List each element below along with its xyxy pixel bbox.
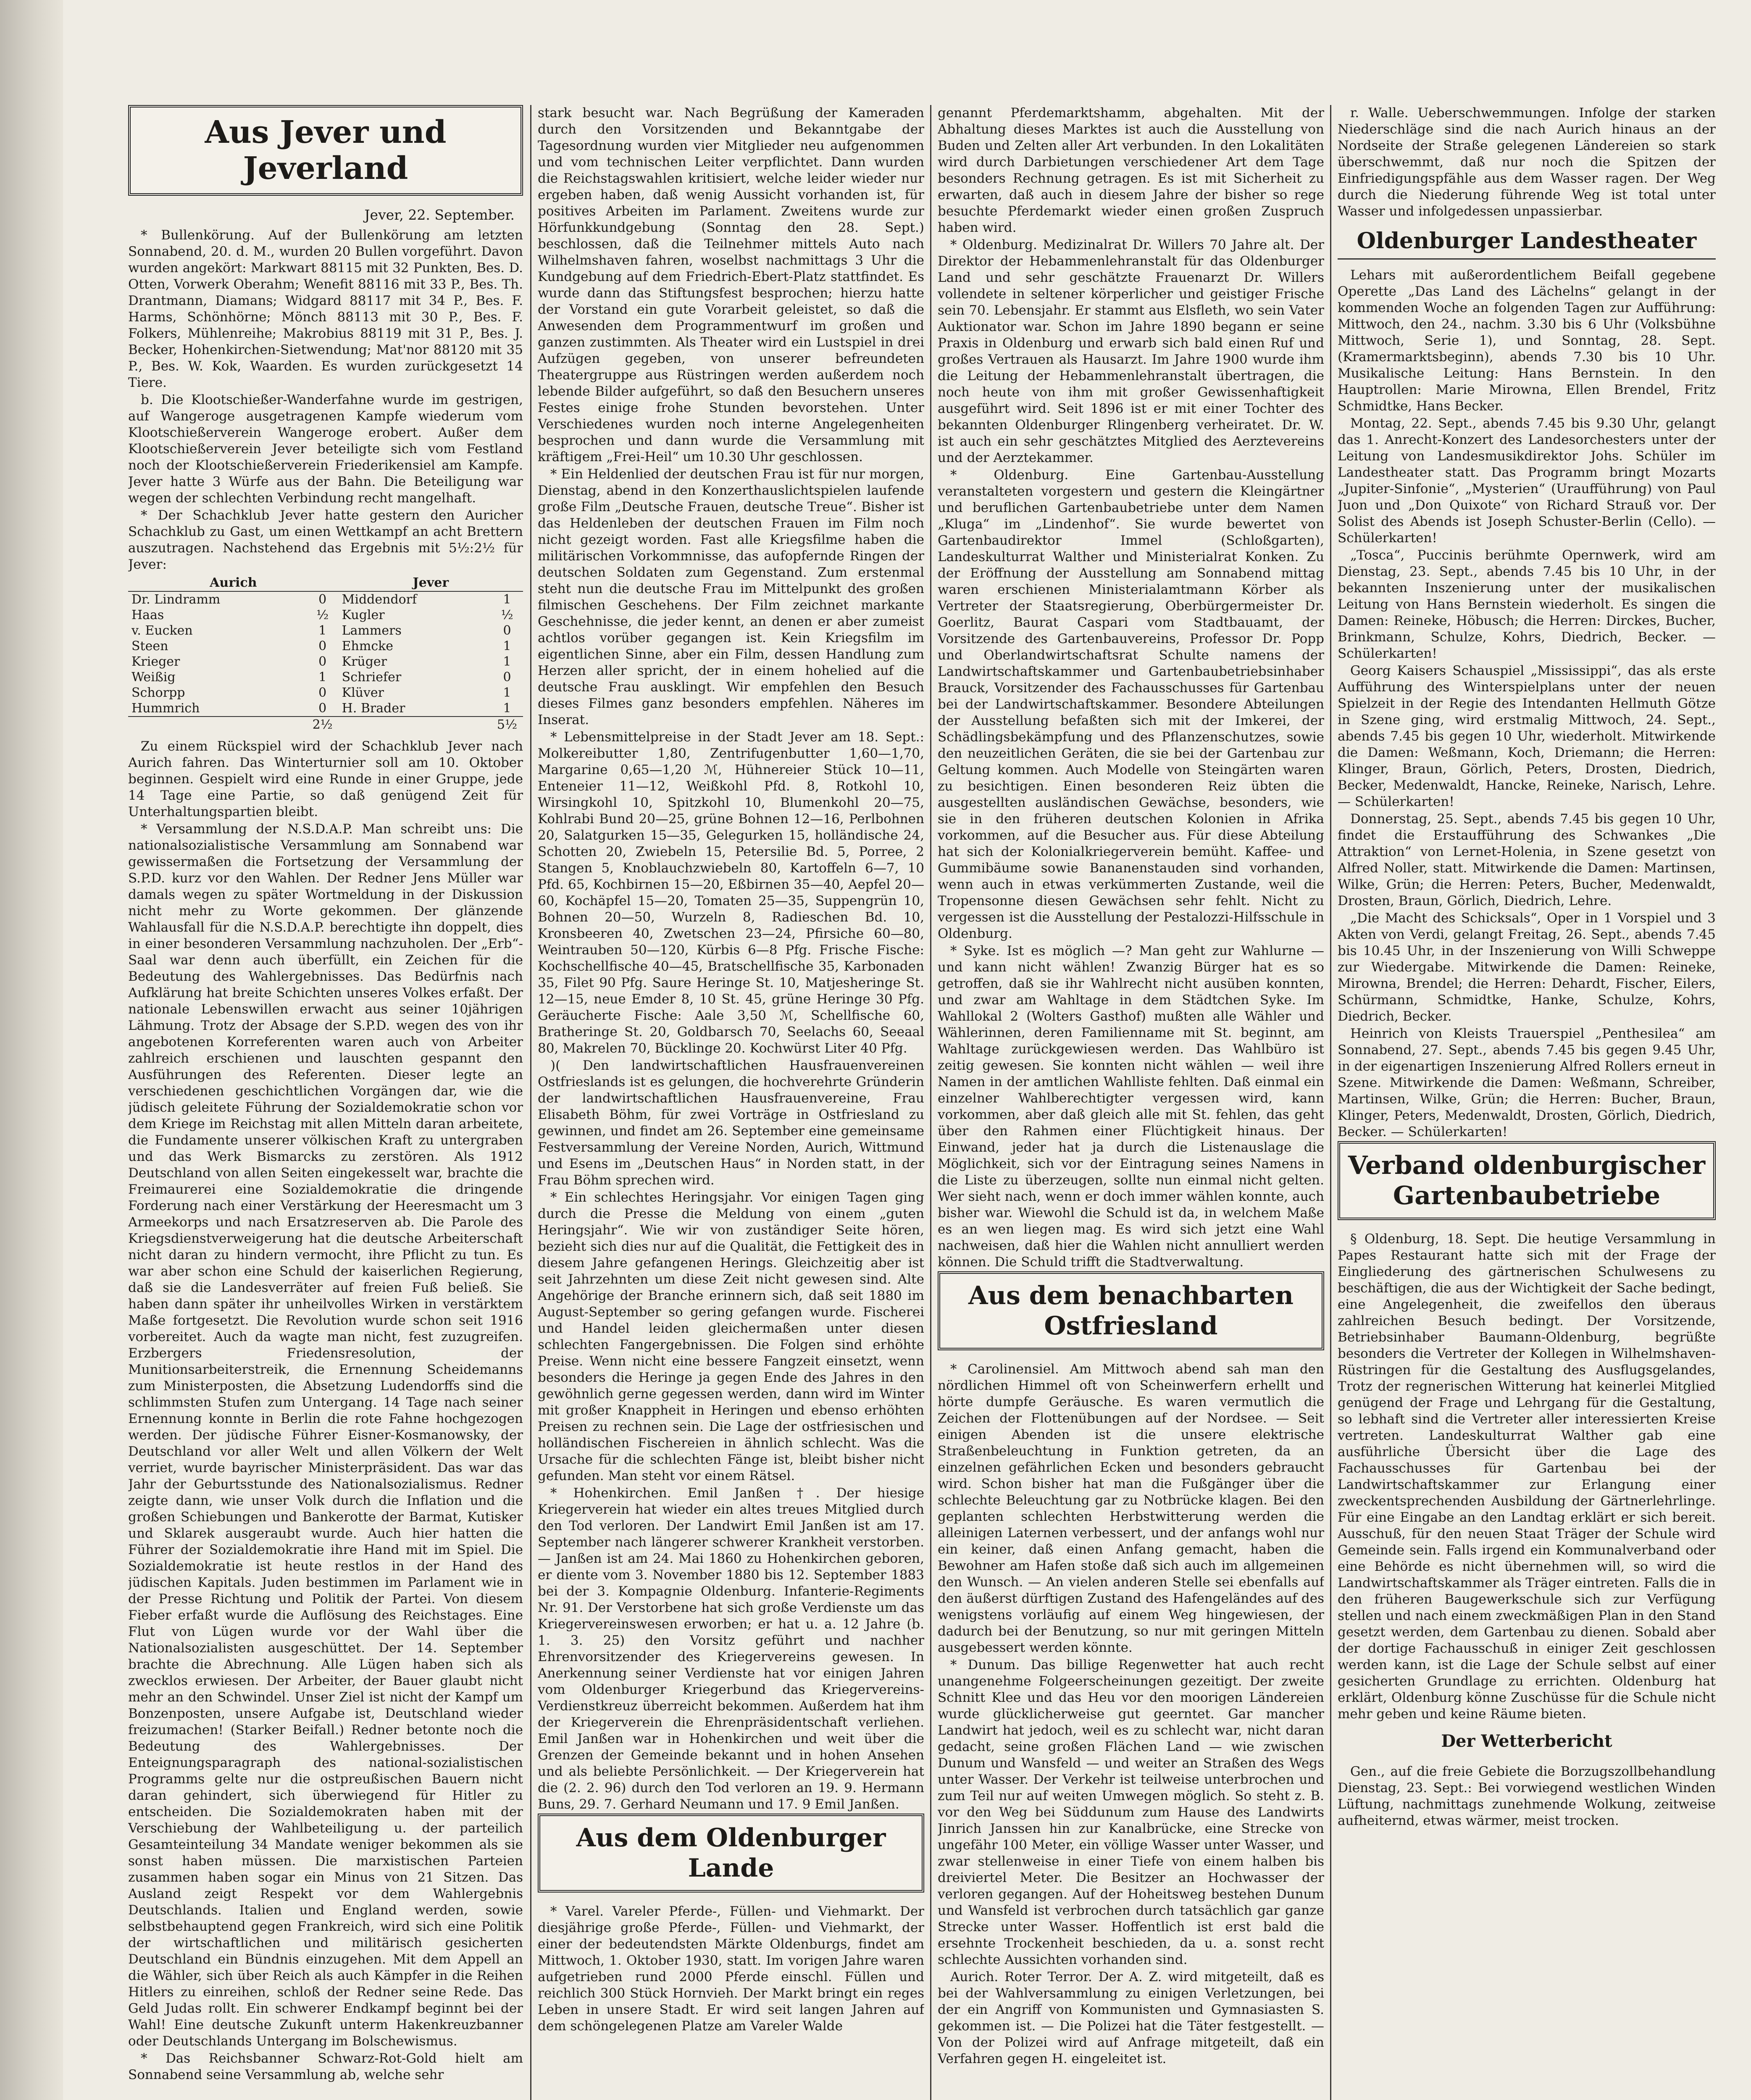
- article-tosca: „Tosca“, Puccinis berühmte Opernwerk, wird am Dienstag, 23. Sept., abends 7.45 bis 10 Uhr, in der bekannten Inszenierung unter der musikalischen Leitung von Hans Bernstein wiederholt. Es singen die Damen: Reineke, Höbusch; die Herren: Dirckes, Bucher, Brinkmann, Schulze, Kohrs, Diedrich, Becker. — Schülerkarten!: [1338, 548, 1716, 661]
- table-row: Steen 0 Ehmcke 1: [131, 639, 511, 654]
- section-title-oldenburger-lande: Aus dem Oldenburger Lande: [538, 1814, 924, 1893]
- table-row: Schorpp 0 Klüver 1: [131, 685, 511, 700]
- article-reichsbanner: * Das Reichsbanner Schwarz-Rot-Gold hielt am Sonnabend seine Versammlung ab, welche sehr: [128, 2051, 523, 2082]
- section-title-wetterbericht: Der Wetterbericht: [1441, 1731, 1612, 1751]
- article-nsdap-versammlung: * Versammlung der N.S.D.A.P. Man schreibt uns: Die nationalsozialistische Versammlung am Sonnabend war gewissermaßen die Fortsetzung der Versammlung der S.P.D. kurz vor den Wahlen. Der Redner Jens Müller war damals wegen zu später Wortmeldung in der Diskussion nicht mehr zu Worte gekommen. Der glänzende Wahlausfall für die N.S.D.A.P. berechtigte ihn doppelt, dies in einer besonderen Versammlung nachzuholen. Der „Erb“-Saal war denn auch überfüllt, ein Zeichen für die Bedeutung des Wahlergebnisses. Das Bedürfnis nach Aufklärung hat breite Schichten unseres Volkes erfaßt. Der nationale Lebenswillen erwacht aus seiner 10jährigen Lähmung. Trotz der Absage der S.P.D. wegen des von ihr angebotenen Korreferenten waren auch von Arbeiter zahlreich erschienen und lauschten gespannt den Ausführungen des Referenten. Dieser legte an verschiedenen geschichtlichen Vorgängen dar, wie die jüdisch geleitete Führung der Sozialdemokratie schon vor dem Kriege im Reichstag mit allen Mitteln daran arbeitete, die Fundamente unserer völkischen Kraft zu untergraben und das Werk Bismarcks zu zerstören. Als 1912 Deutschland von allen Seiten eingekesselt war, brachte die Freimaurerei eine Sozialdemokratie die dringende Forderung nach einer Verstärkung der Heeresmacht um 3 Armeekorps und nach Ersatzreserven ab. Die Parole des Kriegsdienstverweigerung hat die deutsche Arbeiterschaft nicht daran zu hindern vermocht, ihre Pflicht zu tun. Es war aber schon eine Schuld der kaiserlichen Regierung, daß sie die Landesverräter auf freien Fuß beließ. Sie haben dann später ihr unheilvolles Wirken in verstärktem Maße fortgesetzt. Die Revolution wurde schon seit 1916 vorbereitet. Auch da wagte man nicht, fest zuzugreifen. Erzbergers Friedensresolution, der Munitionsarbeiterstreik, die Ernennung Scheidemanns zum Ministerposten, die Absetzung Ludendorffs sind die schlimmsten Stufen zum Untergang. 14 Tage nach seiner Ernennung konnte in Berlin die rote Fahne hochgezogen werden. Der jüdische Führer Eisner-Kosmanowsky, der Deutschland vor aller Welt und allen Völkern der Welt verriet, wurde bayrischer Ministerpräsident. Das war das Jahr der Geburtsstunde des Nationalsozialismus. Redner zeigte dann, wie unser Volk durch die Inflation und die großen Schiebungen und Bankerotte der Barmat, Kutisker und Sklarek ausgeraubt wurde. Auch hier hatten die Führer der Sozialdemokratie ihre Hand mit im Spiel. Die Sozialdemokratie ist heute restlos in der Hand des jüdischen Kapitals. Juden bestimmen im Parlament wie in der Presse Richtung und Politik der Partei. Von diesem Fieber erfaßt wurde die Auflösung des Reichstages. Eine Flut von Lügen wurde vor der Wahl über die Nationalsozialisten ausgeschüttet. Der 14. September brachte die Abrechnung. Alle Lügen haben sich als zwecklos erwiesen. Der Arbeiter, der Bauer glaubt nicht mehr an den Schwindel. Unser Ziel ist nicht der Kampf um Bonzenposten, unsere Aufgabe ist, Deutschland wieder freizumachen! (Starker Beifall.) Redner betonte noch die Bedeutung des Wahlergebnisses. Der Enteignungsparagraph des national-sozialistischen Programms gelte nur die ostpreußischen Bauern nicht daran gehindert, sich überwiegend für Hitler zu entscheiden. Die Sozialdemokraten haben mit der Verschiebung der Wahlbeteiligung u. der parteilich Gesamteinteilung 34 Mandate weniger bekommen als sie sonst haben müssen. Die marxistischen Parteien zusammen haben sogar ein Minus von 21 Sitzen. Das Ausland zeigt Respekt vor dem Wahlergebnis Deutschlands. Italien und England werden, sowie selbstbehauptend gegen Frankreich, wird sich eine Politik der wirtschaftlichen und militärisch gesicherten Deutschland ein Bündnis einzugehen. Mit dem Appell an die Wähler, sich über Reich als auch Kämpfer in die Reihen Hitlers zu einreihen, schloß der Redner seine Rede. Das Geld Judas rollt. Ein schwerer Endkampf beginnt bei der Wahl! Eine deutsche Zukunft unterm Hakenkreuzbanner oder Deutschlands Untergang im Bolschewismus.: [128, 822, 523, 2049]
- article-bullenkoerung: * Bullenkörung. Auf der Bullenkörung am letzten Sonnabend, 20. d. M., wurden 20 Bullen vorgeführt. Davon wurden angekört: Markwart 88115 mit 32 Punkten, Bes. D. Otten, Vorwerk Oberahm; Wenefit 88116 mit 33 P., Bes. Th. Drantmann, Diamans; Widgard 88117 mit 34 P., Bes. F. Harms, Schönhörne; Mönch 88113 mit 30 P., Bes. F. Folkers, Mühlenreihe; Makrobius 88119 mit 31 P., Bes. J. Becker, Hohenkirchen-Sietwendung; Mat'nor 88120 mit 35 P., Bes. W. Kok, Waarden. Es wurden zurückgesetzt 14 Tiere.: [128, 228, 523, 390]
- column-divider: [530, 105, 531, 2100]
- article-macht-des-schicksals: „Die Macht des Schicksals“, Oper in 1 Vorspiel und 3 Akten von Verdi, gelangt Freitag, 26. Sept., abends 7.45 bis 10.45 Uhr, in der Inszenierung von Willi Schweppe zur Wiedergabe. Mitwirkende die Damen: Reineke, Mirowna, Brendel; die Herren: Dehardt, Fischer, Eilers, Schürmann, Schmidtke, Hanke, Schulze, Kohrs, Diedrich, Becker.: [1338, 911, 1716, 1024]
- table-row: Hummrich 0 H. Brader 1: [131, 701, 511, 716]
- article-hohenkirchen: * Hohenkirchen. Emil Janßen †. Der hiesige Kriegerverein hat wieder ein altes treues Mitglied durch den Tod verloren. Der Landwirt Emil Janßen ist am 17. September nach längerer schwerer Krankheit verstorben. — Janßen ist am 24. Mai 1860 zu Hohenkirchen geboren, er diente vom 3. November 1880 bis 12. September 1883 bei der 3. Kompagnie Oldenburg. Infanterie-Regiments Nr. 91. Der Verstorbene hat sich große Verdienste um das Kriegervereinswesen erworben; er hat u. a. 12 Jahre (b. 1. 3. 25) den Vorsitz geführt und nachher Ehrenvorsitzender des Kriegervereins gewesen. In Anerkennung seiner Verdienste hat vor einigen Jahren vom Oldenburger Kriegerbund das Kriegervereins-Verdienstkreuz überreicht bekommen. Außerdem hat ihm der Kriegerverein die Ehrenpräsidentschaft verliehen. Emil Janßen war in Hohenkirchen und weit über die Grenzen der Gemeinde bekannt und in hohen Ansehen und als beliebte Persönlichkeit. — Der Kriegerverein hat die (2. 2. 96) durch den Tod verloren an 19. 9. Hermann Buns, 29. 7. Gerhard Neumann und 17. 9 Emil Janßen.: [538, 1486, 924, 1812]
- article-varel-markt: * Varel. Vareler Pferde-, Füllen- und Viehmarkt. Der diesjährige große Pferde-, Füllen- und Viehmarkt, der einer der bedeutendsten Märkte Oldenburgs, findet am Mittwoch, 1. Oktober 1930, statt. Im vorigen Jahre waren aufgetrieben rund 2000 Pferde einschl. Füllen und reichlich 300 Stück Hornvieh. Der Markt bringt ein reges Leben in unsere Stadt. Er wird seit langen Jahren auf dem schöngelegenen Platze am Vareler Walde: [538, 1904, 924, 2034]
- column-2: [538, 105, 924, 2100]
- section-title-ostfriesland: Aus dem benachbarten Ostfriesland: [938, 1271, 1324, 1350]
- article-klootschiesser: b. Die Klootschießer-Wanderfahne wurde im gestrigen, auf Wangeroge ausgetragenen Kampfe wiederum vom Klootschießerverein Wangeroge erobert. Außer dem Klootschießerverein Jever beteiligte sich vom Festland noch der Klootschießerverein Friederikensiel am Kampfe. Jever hatte 3 Würfe aus der Bahn. Die Beteiligung war wegen der schlechten Verbindung recht mangelhaft.: [128, 392, 523, 506]
- table-row: Dr. Lindramm 0 Middendorf 1: [131, 592, 511, 607]
- article-land-des-laechelns: Lehars mit außerordentlichem Beifall gegebene Operette „Das Land des Lächelns“ gelangt in der kommenden Woche an folgenden Tagen zur Aufführung: Mittwoch, den 24., nachm. 3.30 bis 6 Uhr (Volksbühne Mittwoch, Serie 1), und Sonntag, 28. Sept. (Kramermarktsbeginn), abends 7.30 bis 10 Uhr. Musikalische Leitung: Hans Bernstein. In den Hauptrollen: Marie Mirowna, Ellen Brendel, Fritz Schmidtke, Hans Becker.: [1338, 268, 1716, 414]
- column-1: [128, 105, 523, 2100]
- article-penthesilea: Heinrich von Kleists Trauerspiel „Penthesilea“ am Sonnabend, 27. Sept., abends 7.45 bis gegen 9.45 Uhr, in der eigenartigen Inszenierung Alfred Rollers erneut in Szene. Mitwirkende die Damen: Weßmann, Schreiber, Martinsen, Wilke, Grün; die Herren: Bucher, Braun, Klinger, Peters, Medenwaldt, Drosten, Görlich, Diedrich, Becker. — Schülerkarten!: [1338, 1026, 1716, 1139]
- table-totals-row: 2½ 5½: [128, 717, 523, 732]
- section-title-landestheater: Oldenburger Landestheater: [1338, 228, 1716, 260]
- table-row: Krieger 0 Krüger 1: [131, 654, 511, 669]
- table-header-jever: Jever: [339, 575, 523, 591]
- article-varel-markt-cont: genannt Pferdemarktshamm, abgehalten. Mit der Abhaltung dieses Marktes ist auch die Ausstellung von Buden und Zelten aller Art verbunden. In den Lokalitäten wird durch Darbietungen verschiedener Art dem Tage besonders Rechnung getragen. Es ist mit Sicherheit zu erwarten, daß auch in diesem Jahre der bisher so rege besuchte Pferdemarkt wieder einen großen Zuspruch haben wird.: [938, 105, 1324, 235]
- chess-results-table: [128, 575, 523, 732]
- article-heldenlied-film: * Ein Heldenlied der deutschen Frau ist für nur morgen, Dienstag, abend in den Konzerthauslichtspielen laufende große Film „Deutsche Frauen, deutsche Treue“. Bisher ist das Heldenleben der deutschen Frauen im Film noch nicht gezeigt worden. Fast alle Kriegsfilme haben die militärischen Vorkommnisse, das aufopfernde Ringen der deutschen Soldaten zum Gegenstand. Zum erstenmal steht nun die deutsche Frau im Mittelpunkt des großen filmischen Geschehens. Der Film zeichnet markante Geschehnisse, die jeder kennt, an denen er aber zumeist achtlos vorüber gegangen ist. Kein Kriegsfilm im eigentlichen Sinne, aber ein Film, dessen Handlung zum Herzen aller spricht, der in einem hohelied auf die deutsche Frau ausklingt. Wir empfehlen den Besuch dieses Filmes ganz besonders empfehlen. Näheres im Inserat.: [538, 467, 924, 727]
- table-header-aurich: Aurich: [128, 575, 339, 591]
- page-binding-edge: [0, 0, 63, 2100]
- column-divider: [1330, 105, 1331, 2100]
- article-gartenbau-versammlung: § Oldenburg, 18. Sept. Die heutige Versammlung in Papes Restaurant hatte sich mit der Frage der Eingliederung des gärtnerischen Schulwesens zu beschäftigen, die aus der Wichtigkeit der Sache bedingt, eine Angelegenheit, die zweifellos den überaus zahlreichen Besuch bedingt. Der Vorsitzende, Betriebsinhaber Baumann-Oldenburg, begrüßte besonders die Vertreter der Kollegen in Wilhelmshaven-Rüstringen für die Gestaltung des Ausflugsgelandes, Trotz der regnerischen Witterung hat keinerlei Mitglied genügend der Frage und Lehrgang für die Gestaltung, so lebhaft sind die Vertreter aller interessierten Kreise vertreten. Landeskulturrat Walther gab eine ausführliche Übersicht über die Lage des Fachausschusses für Gartenbau bei der Landwirtschaftskammer zur Erlangung einer zweckentsprechenden Ausbildung der Gärtnerlehrlinge. Für eine Eingabe an den Landtag erklärt er sich bereit. Ausschuß, für den neuen Staat Träger der Schule wird Gemeinde sein. Falls irgend ein Kommunalverband oder eine Behörde es nicht übernehmen will, so wird die Landwirtschaftskammer als Träger eintreten. Falls die in den früheren Baugewerkschule sich zur Verfügung stellen und nach einem zweckmäßigen Plan in den Stand gesetzt werden, dem Gartenbau zu dienen. Sobald aber der dortige Fachausschuß in einiger Zeit geschlossen werden kann, ist die Lage der Schule selbst auf einer gesicherten Grundlage zu errichten. Oldenburg hat erklärt, Oldenburg könne Zuschüsse für die Schule nicht mehr geben und keine Räume bieten.: [1338, 1231, 1716, 1722]
- table-row: Weißig 1 Schriefer 0: [131, 670, 511, 685]
- article-reichsbanner-cont: stark besucht war. Nach Begrüßung der Kameraden durch den Vorsitzenden und Bekanntgabe der Tagesordnung wurden vier Mitglieder neu aufgenommen und vom technischen Leiter verpflichtet. Dann wurden die Reichstagswahlen kritisiert, welche leider wieder nur ergeben haben, daß wenig Aussicht vorhanden ist, für positives Arbeiten im Parlament. Zweitens wurde zur Hörfunkkundgebung (Sonntag den 28. Sept.) beschlossen, daß die Teilnehmer mittels Auto nach Wilhelmshaven fahren, woselbst nachmittags 3 Uhr die Kundgebung auf dem Friedrich-Ebert-Platz stattfindet. Es wurde dann das Stiftungsfest besprochen; hierzu hatte der Vorstand ein gute Vorarbeit geleistet, so daß die Anwesenden dem Programmentwurf im großen und ganzen zustimmten. Als Theater wird ein Lustspiel in drei Aufzügen gegeben, von unserer befreundeten Theatergruppe aus Rüstringen werden außerdem noch lebende Bilder aufgeführt, so daß den Besuchern unseres Festes einige frohe Stunden bevorstehen. Unter Verschiedenes wurden noch interne Angelegenheiten besprochen und dann wurde die Versammlung mit kräftigem „Frei-Heil“ um 10.30 Uhr geschlossen.: [538, 105, 924, 465]
- column-3: [938, 105, 1324, 2100]
- section-title-jever: Aus Jever und Jeverland: [128, 105, 523, 196]
- article-schachklub: * Der Schachklub Jever hatte gestern den Auricher Schachklub zu Gast, um einen Wettkampf an acht Brettern auszutragen. Nachstehend das Ergebnis mit 5½:2½ für Jever:: [128, 508, 523, 572]
- article-wetterbericht: Gen., auf die freie Gebiete die Borzugszollbehandlung Dienstag, 23. Sept.: Bei vorwiegend westlichen Winden Lüftung, nachmittags zunehmende Wolkung, zeitweise aufheiternd, etwas wärmer, meist trocken.: [1338, 1764, 1716, 1828]
- column-divider: [930, 105, 931, 2100]
- article-heringsjahr: * Ein schlechtes Heringsjahr. Vor einigen Tagen ging durch die Presse die Meldung von einem „guten Heringsjahr“. Wie wir von zuständiger Seite hören, bezieht sich dies nur auf die Qualität, die Fettigkeit des in diesem Jahre gefangenen Herings. Gleichzeitig aber ist seit Jahrzehnten um diese Zeit nicht gewesen sind. Alte Angehörige der Branche erinnern sich, daß seit 1880 im August-September so gering gefangen wurde. Fischerei und Handel leiden gleichermaßen unter diesen schlechten Fangergebnissen. Die Folgen sind erhöhte Preise. Wenn nicht eine bessere Fangzeit einsetzt, wenn besonders die Heringe ja gegen Ende des Jahres in den gewöhnlich gerne gegessen werden, dann wird im Winter mit großer Knappheit in Heringen und ebenso erhöhten Preisen zu rechnen sein. Die Lage der ostfriesischen und holländischen Fischereien in ähnlich schlecht. Was die Ursache für die schlechten Fänge ist, bleibt bisher nicht gefunden. Man steht vor einem Rätsel.: [538, 1190, 924, 1483]
- table-row: Haas ½ Kugler ½: [131, 608, 513, 622]
- article-aurich: Aurich. Roter Terror. Der A. Z. wird mitgeteilt, daß es bei der Wahlversammlung zu einigen Verletzungen, bei der ein Angriff von Kommunisten und Gymnasiasten S. gekommen ist. — Die Polizei hat die Täter festgestellt. — Von der Polizei wird auf Anfrage mitgeteilt, daß ein Verfahren gegen H. eingeleitet ist.: [938, 1969, 1324, 2066]
- table-row: v. Eucken 1 Lammers 0: [131, 623, 511, 638]
- article-carolinensiel: * Carolinensiel. Am Mittwoch abend sah man den nördlichen Himmel oft von Scheinwerfern erhellt und hörte dumpfe Geräusche. Es waren vermutlich die Zeichen der Flottenübungen auf der Nordsee. — Seit einigen Abenden ist die unsere elektrische Straßenbeleuchtung in Funktion getreten, da an einzelnen gefährlichen Ecken und besonders gebraucht wird. Schon bisher hat man die Fußgänger über die schlechte Beleuchtung gar zu Notbrücke klagen. Bei den geplanten schlechten Herbstwitterung werden die alleinigen Laternen verbessert, und der anfangs wohl nur ein keiner, daß einen Anfang gemacht, haben die Bewohner am Hafen stoße daß sich auch im allgemeinen den Wunsch. — An vielen anderen Stelle sei ebenfalls auf den äußerst dürftigen Zustand des Hafengeländes auf des wenigstens vorläufig auf einem Weg hingewiesen, der dadurch bei der Benutzung, so nur mit geringen Mitteln ausgebessert werden könnte.: [938, 1362, 1324, 1655]
- article-attraktion: Donnerstag, 25. Sept., abends 7.45 bis gegen 10 Uhr, findet die Erstaufführung des Schwankes „Die Attraktion“ von Lernet-Holenia, in Szene gesetzt von Alfred Noller, statt. Mitwirkende die Damen: Martinsen, Wilke, Grün; die Herren: Peters, Bucher, Medenwaldt, Drosten, Braun, Görlich, Diedrich, Lehre.: [1338, 811, 1716, 908]
- article-hausfrauenvereine: )( Den landwirtschaftlichen Hausfrauenvereinen Ostfrieslands ist es gelungen, die hochverehrte Gründerin der landwirtschaftlichen Hausfrauenvereine, Frau Elisabeth Böhm, für zwei Vorträge in Ostfriesland zu gewinnen, und findet am 26. September eine gemeinsame Festversammlung der Vereine Norden, Aurich, Wittmund und Esens im „Deutschen Haus“ in Norden statt, in der Frau Böhm sprechen wird.: [538, 1058, 924, 1188]
- column-4: [1338, 105, 1716, 2100]
- article-oldenburg-willers: * Oldenburg. Medizinalrat Dr. Willers 70 Jahre alt. Der Direktor der Hebammenlehranstalt für das Oldenburger Land und sehr geschätzte Frauenarzt Dr. Willers vollendete in seltener körperlicher und geistiger Frische sein 70. Lebensjahr. Er stammt aus Elsfleth, wo sein Vater Auktionator war. Schon im Jahre 1890 begann er seine Praxis in Oldenburg und erwarb sich bald einen Ruf und großes Vertrauen als Hausarzt. Im Jahre 1900 wurde ihm die Leitung der Hebammenlehranstalt übertragen, die noch heute von ihm mit großer Gewissenhaftigkeit ausgeführt wird. Seit 1896 ist er mit einer Tochter des bekannten Oldenburger Rlingenberg verheiratet. Dr. W. ist auch ein sehr geschätztes Mitglied des Aerztevereins und der Aerztekammer.: [938, 237, 1324, 465]
- section-title-gartenbaubetriebe: Verband oldenburgischer Gartenbaubetriebe: [1338, 1141, 1716, 1220]
- article-walle: r. Walle. Ueberschwemmungen. Infolge der starken Niederschläge sind die nach Aurich hinaus an der Nordseite der Straße gelegenen Ländereien so stark überschwemmt, daß nur noch die Spitzen der Einfriedigungspfähle aus dem Wasser ragen. Der Weg durch die Niederung führende Weg ist total unter Wasser und infolgedessen unpassierbar.: [1338, 105, 1716, 219]
- article-schachklub-cont: Zu einem Rückspiel wird der Schachklub Jever nach Aurich fahren. Das Winterturnier soll am 10. Oktober beginnen. Gespielt wird eine Runde in einer Gruppe, jede 14 Tage eine Partie, so daß genügend Zeit für Unterhaltungspartien bleibt.: [128, 739, 523, 819]
- article-lebensmittelpreise: * Lebensmittelpreise in der Stadt Jever am 18. Sept.: Molkereibutter 1,80, Zentrifugenbutter 1,60—1,70, Margarine 0,65—1,20 ℳ, Hühnereier Stück 10—11, Enteneier 11—12, Weißkohl Pfd. 8, Rotkohl 10, Wirsingkohl 10, Spitzkohl 10, Blumenkohl 20—75, Kohlrabi Bund 20—25, grüne Bohnen 12—16, Perlbohnen 20, Salatgurken 15—35, Gelegurken 15, holländische 24, Schotten 20, Zwiebeln 15, Petersilie Bd. 5, Porree, 2 Stangen 5, Knoblauchzwiebeln 80, Kartoffeln 6—7, 10 Pfd. 65, Kochbirnen 15—20, Eßbirnen 35—40, Aepfel 20—60, Kochäpfel 15—20, Tomaten 25—35, Suppengrün 10, Bohnen 20—50, Wurzeln 8, Radieschen Bd. 10, Kronsbeeren 40, Zwetschen 23—24, Pfirsiche 60—80, Weintrauben 50—120, Kürbis 6—8 Pfg. Frische Fische: Kochschellfische 40—45, Bratschellfische 35, Karbonaden 35, Filet 90 Pfg. Saure Heringe St. 10, Matjesheringe St. 12—15, neue Emder 8, 10 St. 45, grüne Heringe 30 Pfg. Geräucherte Fische: Aale 3,50 ℳ, Schellfische 60, Bratheringe St. 20, Goldbarsch 70, Seelachs 60, Seeaal 80, Makrelen 70, Bücklinge 20. Kochwürst Liter 40 Pfg.: [538, 730, 924, 1056]
- article-dunum: * Dunum. Das billige Regenwetter hat auch recht unangenehme Folgeerscheinungen gezeitigt. Der zweite Schnitt Klee und das Heu vor den moorigen Ländereien wurde glücklicherweise gut geerntet. Gar mancher Landwirt hat jedoch, weil es zu schlecht war, nicht daran gedacht, seine großen Flächen Land — wie zwischen Dunum und Wansfeld — und weiter an Straßen des Wegs unter Wasser. Der Verkehr ist teilweise unterbrochen und zum Teil nur auf weiten Umwegen möglich. So steht z. B. vor den Weg bei Süddunum zum Hause des Landwirts Jinrich Janssen hin zur Kanalbrücke, eine Strecke von ungefähr 100 Meter, ein völlige Wasser unter Wasser, und zwar stellenweise in einer Tiefe von einem halben bis dreiviertel Meter. Die Besitzer an Hochwasser der verloren gegangen. Auf der Hoheitsweg bestehen Dunum und Wansfeld ist verbrochen durch tatsächlich gar ganze Strecke unter Wasser. Hoffentlich ist erst bald die ersehnte Trockenheit beschieden, da u. a. sonst recht schlechte Aussichten vorhanden sind.: [938, 1657, 1324, 1967]
- article-oldenburg-gartenbau: * Oldenburg. Eine Gartenbau-Ausstellung veranstalteten vorgestern und gestern die Kleingärtner und beruflichen Gartenbaubetriebe unter dem Namen „Kluga“ im „Lindenhof“. Sie wurde bewertet von Gartenbaudirektor Immel (Schloßgarten), Landeskulturrat Walther und Ministerialrat Konken. Zu der Eröffnung der Ausstellung am Sonnabend mittag waren erschienen Ministerialamtmann Körber als Vertreter der Staatsregierung, Oberbürgermeister Dr. Goerlitz, Baurat Caspari vom Stadtbauamt, der Vorsitzende des Gartenbauvereins, Professor Dr. Popp und Oberlandwirtschaftsrat Schulte namens der Landwirtschaftskammer und Gartenbaubetriebsinhaber Brauck, Vorsitzender des Fachausschusses für Gartenbau bei der Landwirtschaftskammer. Besondere Abteilungen der Ausstellung befaßten sich mit der Imkerei, der Schädlingsbekämpfung und des Pflanzenschutzes, sowie den neuzeitlichen Geräten, die sie bei der Gartenbau zur Geltung kommen. Auch Modelle von Steingärten waren zu besichtigen. Einen besonderen Reiz übten die ausgestellten ausländischen Gewächse, besonders, wie sie in den früheren deutschen Kolonien in Afrika vorkommen, auf die Besucher aus. Für diese Abteilung hat sich der Kolonialkriegerverein bemüht. Kaffee- und Gummibäume sowie Bananenstauden sind vorhanden, wenn auch in etwas verkümmerten Zustande, weil die Tropensonne diesen Gewächsen sehr fehlt. Nicht zu vergessen ist die Ausstellung der Pestalozzi-Hilfsschule in Oldenburg.: [938, 467, 1324, 941]
- article-mississippi: Georg Kaisers Schauspiel „Mississippi“, das als erste Aufführung des Winterspielplans unter der neuen Spielzeit in der Regie des Intendanten Hellmuth Götze in Szene ging, wird erstmalig Mittwoch, 24. Sept., abends 7.45 bis gegen 10 Uhr, wiederholt. Mitwirkende die Damen: Weßmann, Koch, Driemann; die Herren: Klinger, Braun, Görlich, Peters, Drosten, Diedrich, Becker, Medenwaldt, Hancke, Reineke, Narisch, Lehre. — Schülerkarten!: [1338, 663, 1716, 809]
- article-anrecht-konzert: Montag, 22. Sept., abends 7.45 bis 9.30 Uhr, gelangt das 1. Anrecht-Konzert des Landesorchesters unter der Leitung von Landesmusikdirektor Johs. Schüler im Landestheater statt. Das Programm bringt Mozarts „Jupiter-Sinfonie“, „Mysterien“ (Uraufführung) von Paul Juon und „Don Quixote“ von Richard Strauß vor. Der Solist des Abends ist Joseph Schuster-Berlin (Cello). — Schülerkarten!: [1338, 416, 1716, 546]
- dateline: Jever, 22. September.: [364, 207, 515, 223]
- article-syke: * Syke. Ist es möglich —? Man geht zur Wahlurne — und kann nicht wählen! Zwanzig Bürger hat es so getroffen, daß sie ihr Wahlrecht nicht ausüben konnten, und zwar am Wahltage in dem Städtchen Syke. Im Wahllokal 2 (Wolters Gasthof) mußten alle Wähler und Wählerinnen, deren Familienname mit St. beginnt, am Wahltage zurückgewiesen werden. Das Wahlbüro ist zeitig gewesen. Sie konnten nicht wählen — weil ihre Namen in der amtlichen Wahlliste fehlten. Daß einmal ein einzelner Wahlberechtigter vergessen wird, kann vorkommen, aber daß gleich alle mit St. fehlen, das geht über den Rahmen einer Flüchtigkeit hinaus. Der Einwand, jeder hat ja durch die Listenauslage die Möglichkeit, sich vor der Eintragung seines Namens in die Liste zu überzeugen, sollte nun einmal nicht gelten. Wer sieht nach, wenn er doch immer wählen konnte, auch bisher war. Wiewohl die Schuld ist da, in welchem Maße es an wen liegen mag. Es wird sich jetzt eine Wahl nachweisen, daß hier die Wahlen nicht annulliert werden können. Die Schuld trifft die Stadtverwaltung.: [938, 943, 1324, 1270]
